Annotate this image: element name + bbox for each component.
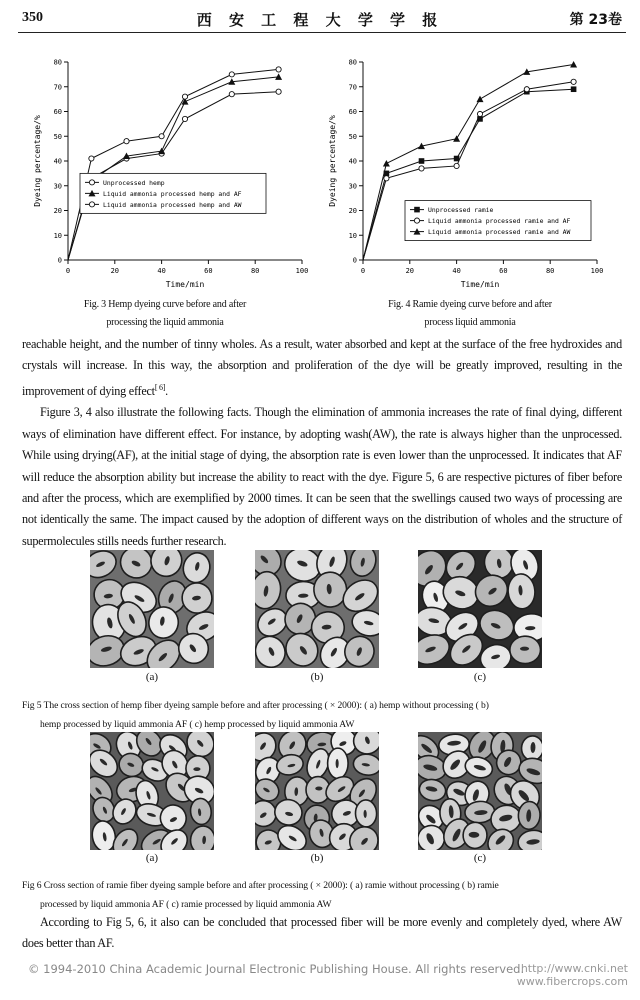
fig4-caption <box>345 296 595 332</box>
data-point-series-3 <box>570 61 577 68</box>
data-point-series-3 <box>276 67 281 72</box>
paragraph-1-end: . <box>165 383 168 398</box>
data-point-series-2 <box>419 166 424 171</box>
fig6-photo-a <box>90 732 214 850</box>
legend-marker <box>89 202 94 207</box>
fig6-label-c: (c) <box>473 852 487 864</box>
paragraph-1 <box>22 334 622 402</box>
x-tick-label: 60 <box>204 267 213 275</box>
y-tick-label: 50 <box>348 132 357 141</box>
journal-title: 西 安 工 程 大 学 学 报 <box>196 11 444 29</box>
x-tick-label: 40 <box>452 267 461 275</box>
fig6-photo-b <box>255 732 379 850</box>
fig5-label-a: (a) <box>145 671 159 683</box>
fig5-photo-c <box>418 550 542 668</box>
legend-label: Liquid ammonia processed hemp and AW <box>103 200 242 209</box>
data-point-series-1 <box>276 89 281 94</box>
paragraph-3: According to Fig 5, 6, it also can be concluded that processed fiber will be more evenly and completely dyed, where AW does better than AF. <box>22 915 622 951</box>
fig6-caption-line1: Fig 6 Cross section of ramie fiber dyeing sample before and after processing ( × 2000): ( a) ramie without processing ( b) ramie <box>22 880 499 891</box>
citation-ref: [ 6] <box>154 382 166 392</box>
data-point-series-3 <box>89 156 94 161</box>
fig4-chart-svg <box>315 50 615 295</box>
fig3-caption-line1: Fig. 3 Hemp dyeing curve before and after <box>83 299 247 310</box>
fig5-caption-line1: Fig 5 The cross section of hemp fiber dyeing sample before and after processing ( × 2000): ( a) hemp without processing ( b) <box>22 700 489 711</box>
legend-marker <box>414 218 419 223</box>
data-point-series-2 <box>524 87 529 92</box>
watermark-text: www.fibercrops.com <box>516 975 628 988</box>
fig3-chart <box>20 50 320 295</box>
fig4-caption-line1: Fig. 4 Ramie dyeing curve before and after <box>388 299 552 310</box>
fig3-chart-svg <box>20 50 320 295</box>
data-point-series-1 <box>182 116 187 121</box>
x-tick-label: 80 <box>545 267 555 275</box>
y-tick-label: 70 <box>53 83 62 92</box>
data-point-series-2 <box>571 79 576 84</box>
fig5-photo-a <box>90 550 214 668</box>
cnki-url[interactable]: http://www.cnki.net <box>520 962 628 975</box>
copyright-footer: © 1994-2010 China Academic Journal Electronic Publishing House. All rights reserved. <box>28 962 525 976</box>
x-tick-label: 60 <box>499 267 508 275</box>
fig6-caption <box>22 876 622 914</box>
y-tick-label: 0 <box>57 256 62 265</box>
y-tick-label: 20 <box>53 207 62 215</box>
y-tick-label: 70 <box>348 83 357 92</box>
footer-links <box>517 962 628 988</box>
legend-label: Liquid ammonia processed ramie and AW <box>428 228 571 237</box>
data-point-series-1 <box>229 92 234 97</box>
data-point-series-2 <box>158 148 165 155</box>
data-point-series-3 <box>383 160 390 167</box>
fig6-photo-c <box>418 732 542 850</box>
x-tick-label: 0 <box>65 267 71 275</box>
y-tick-label: 80 <box>53 58 62 67</box>
legend-marker <box>89 180 94 185</box>
volume-label: 第 23卷 <box>569 12 622 28</box>
x-tick-label: 20 <box>110 267 120 275</box>
fig3-caption-line2: processing the liquid ammonia <box>106 317 224 328</box>
data-point-series-3 <box>477 96 484 103</box>
data-point-series-1 <box>419 158 425 164</box>
x-tick-label: 20 <box>405 267 415 275</box>
fig5-photo-b <box>255 550 379 668</box>
data-point-series-2 <box>384 176 389 181</box>
x-tick-label: 100 <box>295 267 309 275</box>
y-tick-label: 60 <box>53 108 62 116</box>
legend-label: Liquid ammonia processed ramie and AF <box>428 217 571 226</box>
y-axis-label: Dyeing percentage/% <box>33 115 42 207</box>
fig4-caption-line2: process liquid ammonia <box>424 317 516 328</box>
x-tick-label: 100 <box>590 267 604 275</box>
data-point-series-3 <box>124 139 129 144</box>
data-point-series-3 <box>229 72 234 77</box>
x-axis-label: Time/min <box>165 280 205 289</box>
fig5-label-c: (c) <box>473 671 487 683</box>
page-number: 350 <box>22 10 43 25</box>
fiber-lumen <box>336 759 339 768</box>
fiber-lumen <box>315 786 322 790</box>
y-tick-label: 30 <box>53 182 62 191</box>
y-tick-label: 40 <box>53 157 62 166</box>
paragraph-2: Figure 3, 4 also illustrate the following facts. Though the elimination of ammonia increases the rate of final dying, different ways of elimination have different effect. For instance, by adopting wash(AW), the rate is always higher than the unprocessed. While using drying(AF), at the initial stage of dying, the absorption rate is even lower than the unprocessed. It indicates that AF will reduce the absorption ability but increase the ability to react with the dye. Figure 5, 6 are respective pictures of fiber before and after the process, which are exemplified by 2000 times. It can be seen that the swellings caused two ways of processing are not identically the same. The impact caused by the adoption of different ways on the distribution of wholes and the structure of supermolecules stills needs further research. <box>22 405 622 548</box>
paragraph-1-text: reachable height, and the number of tinny wholes. As a result, water absorbed and kept at the surface of the free hydroxides and crystals will increase. In this way, the absorption and proliferation of the dye will be greatly improved, resulting in the improvement of dying effect <box>22 337 622 398</box>
series-line-3 <box>68 69 279 260</box>
fig5-label-b: (b) <box>310 671 324 683</box>
y-tick-label: 50 <box>53 132 62 141</box>
y-tick-label: 0 <box>352 256 357 265</box>
x-axis-label: Time/min <box>460 280 500 289</box>
legend-label: Liquid ammonia processed hemp and AF <box>103 189 242 198</box>
y-tick-label: 10 <box>348 231 357 240</box>
x-tick-label: 80 <box>250 267 260 275</box>
legend-label: Unprocessed ramie <box>428 206 494 215</box>
data-point-series-2 <box>275 73 282 80</box>
header-rule <box>18 32 626 33</box>
data-point-series-2 <box>477 111 482 116</box>
y-tick-label: 30 <box>348 182 357 191</box>
data-point-series-1 <box>571 86 577 92</box>
fig4-chart <box>315 50 615 295</box>
data-point-series-3 <box>453 135 460 142</box>
fig5-caption-line2: hemp processed by liquid ammonia AF ( c) hemp processed by liquid ammonia AW <box>40 719 355 730</box>
y-tick-label: 40 <box>348 157 357 166</box>
fig6-label-b: (b) <box>310 852 324 864</box>
fig6-label-a: (a) <box>145 852 159 864</box>
data-point-series-2 <box>454 163 459 168</box>
running-header <box>0 0 640 34</box>
fig5-caption <box>22 696 622 734</box>
y-axis-label: Dyeing percentage/% <box>328 115 337 207</box>
y-tick-label: 60 <box>348 108 357 116</box>
body-text-top <box>22 334 622 552</box>
legend-label: Unprocessed hemp <box>103 178 165 187</box>
body-text-bottom <box>22 912 622 955</box>
legend-marker <box>414 207 420 213</box>
x-tick-label: 40 <box>157 267 166 275</box>
y-tick-label: 10 <box>53 231 62 240</box>
data-point-series-3 <box>159 134 164 139</box>
fig6-caption-line2: processed by liquid ammonia AF ( c) ramie processed by liquid ammonia AW <box>40 899 332 910</box>
y-tick-label: 80 <box>348 58 357 67</box>
y-tick-label: 20 <box>348 207 357 215</box>
data-point-series-3 <box>182 94 187 99</box>
series-line-2 <box>68 77 279 260</box>
fig3-caption <box>40 296 290 332</box>
x-tick-label: 0 <box>360 267 366 275</box>
